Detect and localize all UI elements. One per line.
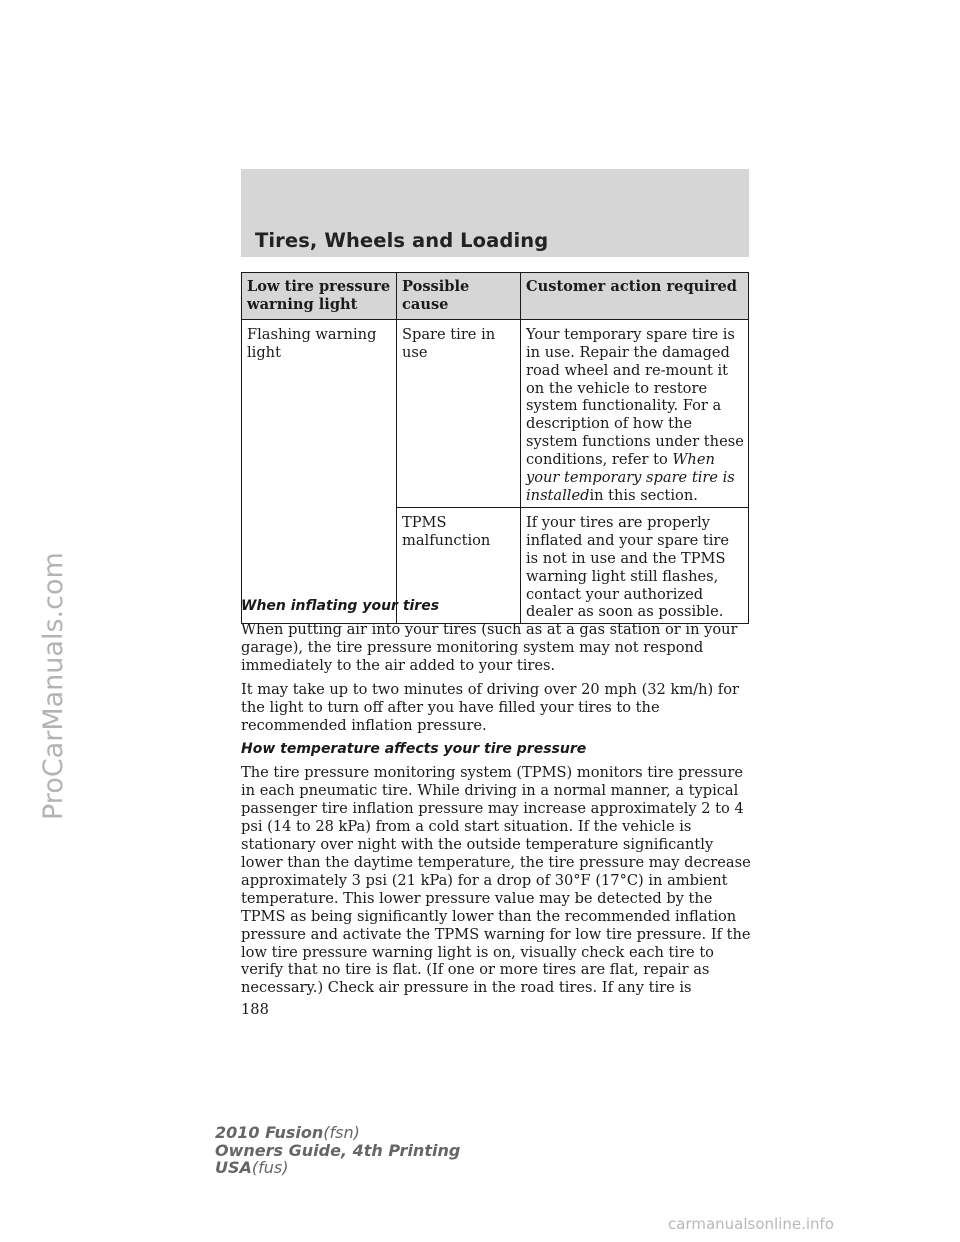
cell-action xyxy=(521,319,749,507)
column-header-action: Customer action required xyxy=(521,273,749,320)
column-header-light: Low tire pressure warning light xyxy=(242,273,397,320)
cell-light: Flashing warning light xyxy=(242,319,397,624)
cell-cause: Spare tire in use xyxy=(397,319,521,507)
table-row xyxy=(242,319,749,507)
action-text: Your temporary spare tire is in use. Repair the damaged road wheel and re-mount it on the vehicle to restore system functionality. For a description of how the system functions under these conditions, refer to xyxy=(526,325,744,469)
body-content xyxy=(241,597,753,1003)
page-number: 188 xyxy=(241,1001,269,1018)
cell-cause: TPMS malfunction xyxy=(397,507,521,623)
vertical-watermark: ProCarManuals.com xyxy=(38,552,69,820)
footer-info xyxy=(215,1124,460,1177)
section-heading: When inflating your tires xyxy=(241,598,440,614)
footer-line-region: USA(fus) xyxy=(215,1158,289,1177)
action-reference: When your temporary spare tire is installed xyxy=(526,451,735,504)
paragraph: It may take up to two minutes of driving over 20 mph (32 km/h) for the light to turn off after you have filled your tires to the recommended inflation pressure. xyxy=(241,680,739,734)
section-title: Tires, Wheels and Loading xyxy=(255,229,549,252)
table-header-row xyxy=(242,273,749,320)
section-heading: How temperature affects your tire pressure xyxy=(241,741,587,758)
footer-line-edition: Owners Guide, 4th Printing xyxy=(215,1140,461,1160)
cell-action: If your tires are properly inflated and your spare tire is not in use and the TPMS warning light still flashes, contact your authorized dealer as soon as possible. xyxy=(521,507,749,623)
paragraph: When putting air into your tires (such as at a gas station or in your garage), the tire pressure monitoring system may not respond immediately to the air added to your tires. xyxy=(241,621,738,674)
paragraph: The tire pressure monitoring system (TPMS) monitors tire pressure in each pneumatic tire. While driving in a normal manner, a typical passenger tire inflation pressure may increase approximately 2 to 4 psi (14 to 28 kPa) from a cold start situation. If the vehicle is stationary over night with the outside temperature significantly lower than the daytime temperature, the tire pressure may decrease approximately 3 psi (21 kPa) for a drop of 30°F (17°C) in ambient temperature. This lower pressure value may be detected by the TPMS as being significantly lower than the recommended inflation pressure and activate the TPMS warning for low tire pressure. If the low tire pressure warning light is on, visually check each tire to verify that no tire is flat. (If one or more tires are flat, repair as necessary.) Check air pressure in the road tires. If any tire is xyxy=(241,764,751,997)
site-watermark: carmanualsonline.info xyxy=(668,1215,834,1233)
footer-line-model: 2010 Fusion(fsn) xyxy=(215,1123,360,1142)
warning-light-table xyxy=(241,272,749,624)
action-tail: in this section. xyxy=(589,486,698,504)
column-header-cause: Possible cause xyxy=(397,273,521,320)
